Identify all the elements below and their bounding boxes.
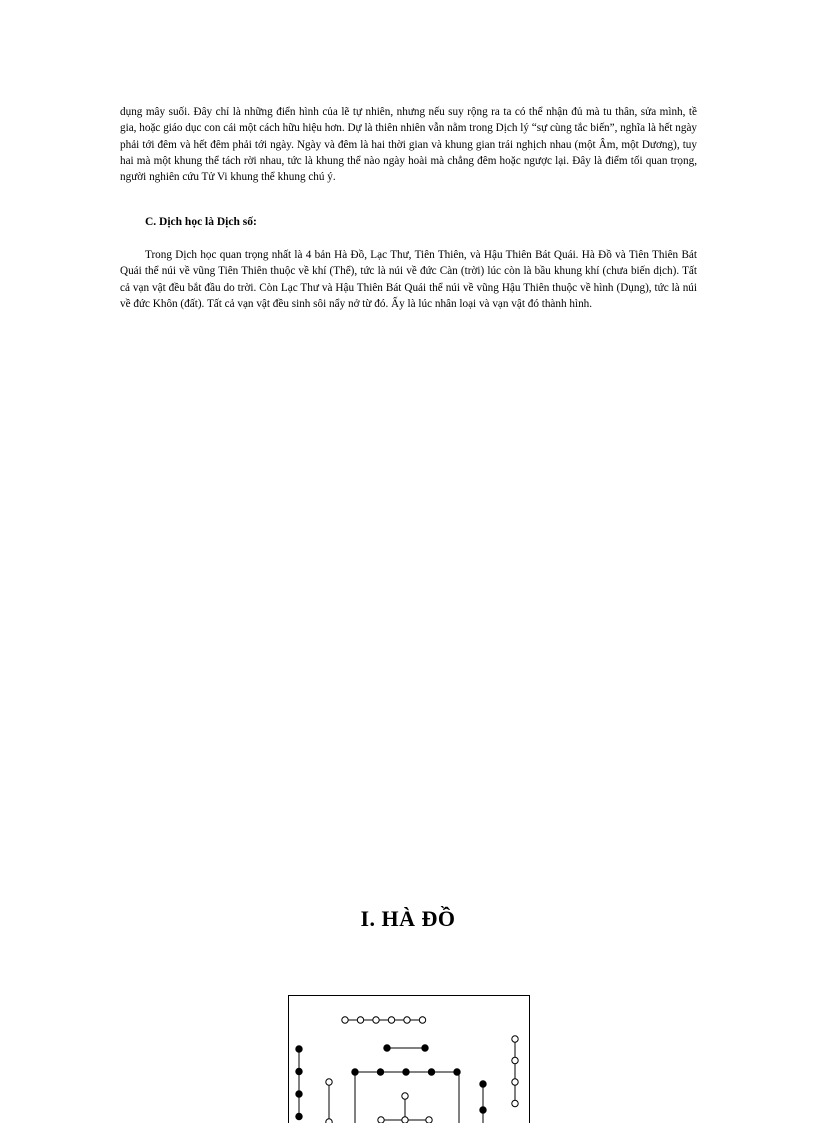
top-open-6-dot	[373, 1017, 379, 1023]
right-filled-column-dot	[480, 1081, 486, 1087]
left-filled-column-dot	[296, 1046, 302, 1052]
right-open-column-dot	[512, 1036, 518, 1042]
right-open-column-dot	[512, 1079, 518, 1085]
ha-do-diagram	[288, 995, 530, 1123]
chapter-title: I. HÀ ĐỒ	[360, 906, 456, 931]
left-filled-column-dot	[296, 1113, 302, 1119]
left-open-column-dot	[326, 1119, 332, 1123]
inner-top-filled-2-dot	[384, 1045, 390, 1051]
body-paragraph-1: dụng mây suối. Đây chỉ là những điển hình của lẽ tự nhiên, nhưng nếu suy rộng ra ta có thể nhận đủ mà tu thân, sửa mình, tề gia, hoặc giáo dục con cái một cách hữu hiệu hơn. Dự là thiên nhiên vẫn nằm trong Dịch lý “sự cùng tắc biến”, nghĩa là hết ngày phải tới đêm và hết đêm phải tới ngày. Ngày và đêm là hai thời gian và khung gian trái nghịch nhau (một Âm, một Dương), tuy hai mà một khung thể tách rời nhau, tức là khung thể nào ngày hoài mà chẳng đêm hoặc ngược lại. Đây là điểm tối quan trọng, người nghiên cứu Tử Vi khung thể khung chú ý.	[120, 106, 697, 184]
section-heading: C. Dịch học là Dịch số:	[145, 216, 257, 228]
inner-top-filled-2-dot	[422, 1045, 428, 1051]
right-filled-column-dot	[480, 1107, 486, 1113]
right-open-column-dot	[512, 1100, 518, 1106]
left-open-column-dot	[326, 1079, 332, 1085]
left-filled-column-dot	[296, 1091, 302, 1097]
center-open-cross-dot	[378, 1117, 384, 1123]
body-paragraph-2: Trong Dịch học quan trọng nhất là 4 bản Hà Đồ, Lạc Thư, Tiên Thiên, và Hậu Thiên Bát Quái. Hà Đồ và Tiên Thiên Bát Quái thể núi về vũng Tiên Thiên thuộc về khí (Thể), tức là núi về đức Càn (trời) lúc còn là bầu khung khí (chưa biến dịch). Tất cả vạn vật đều bắt đầu do trời. Còn Lạc Thư và Hậu Thiên Bát Quái thể núi về vũng Hậu Thiên thuộc về hình (Dụng), tức là núi về đức Khôn (đất). Tất cả vạn vật đều sinh sôi nẩy nở từ đó. Ấy là lúc nhân loại và vạn vật đó thành hình.	[120, 249, 697, 310]
center-filled-row-dot	[428, 1069, 434, 1075]
right-open-column-dot	[512, 1057, 518, 1063]
center-filled-row-dot	[454, 1069, 460, 1075]
top-open-6-dot	[419, 1017, 425, 1023]
center-open-cross-dot	[402, 1093, 408, 1099]
top-open-6-dot	[388, 1017, 394, 1023]
center-filled-row-dot	[377, 1069, 383, 1075]
center-filled-row-dot	[403, 1069, 409, 1075]
top-open-6-dot	[342, 1017, 348, 1023]
center-open-cross-dot	[426, 1117, 432, 1123]
top-open-6-dot	[404, 1017, 410, 1023]
ha-do-diagram-svg	[289, 996, 530, 1123]
center-filled-row-dot	[352, 1069, 358, 1075]
top-open-6-dot	[357, 1017, 363, 1023]
center-open-cross-dot	[402, 1117, 408, 1123]
left-filled-column-dot	[296, 1068, 302, 1074]
